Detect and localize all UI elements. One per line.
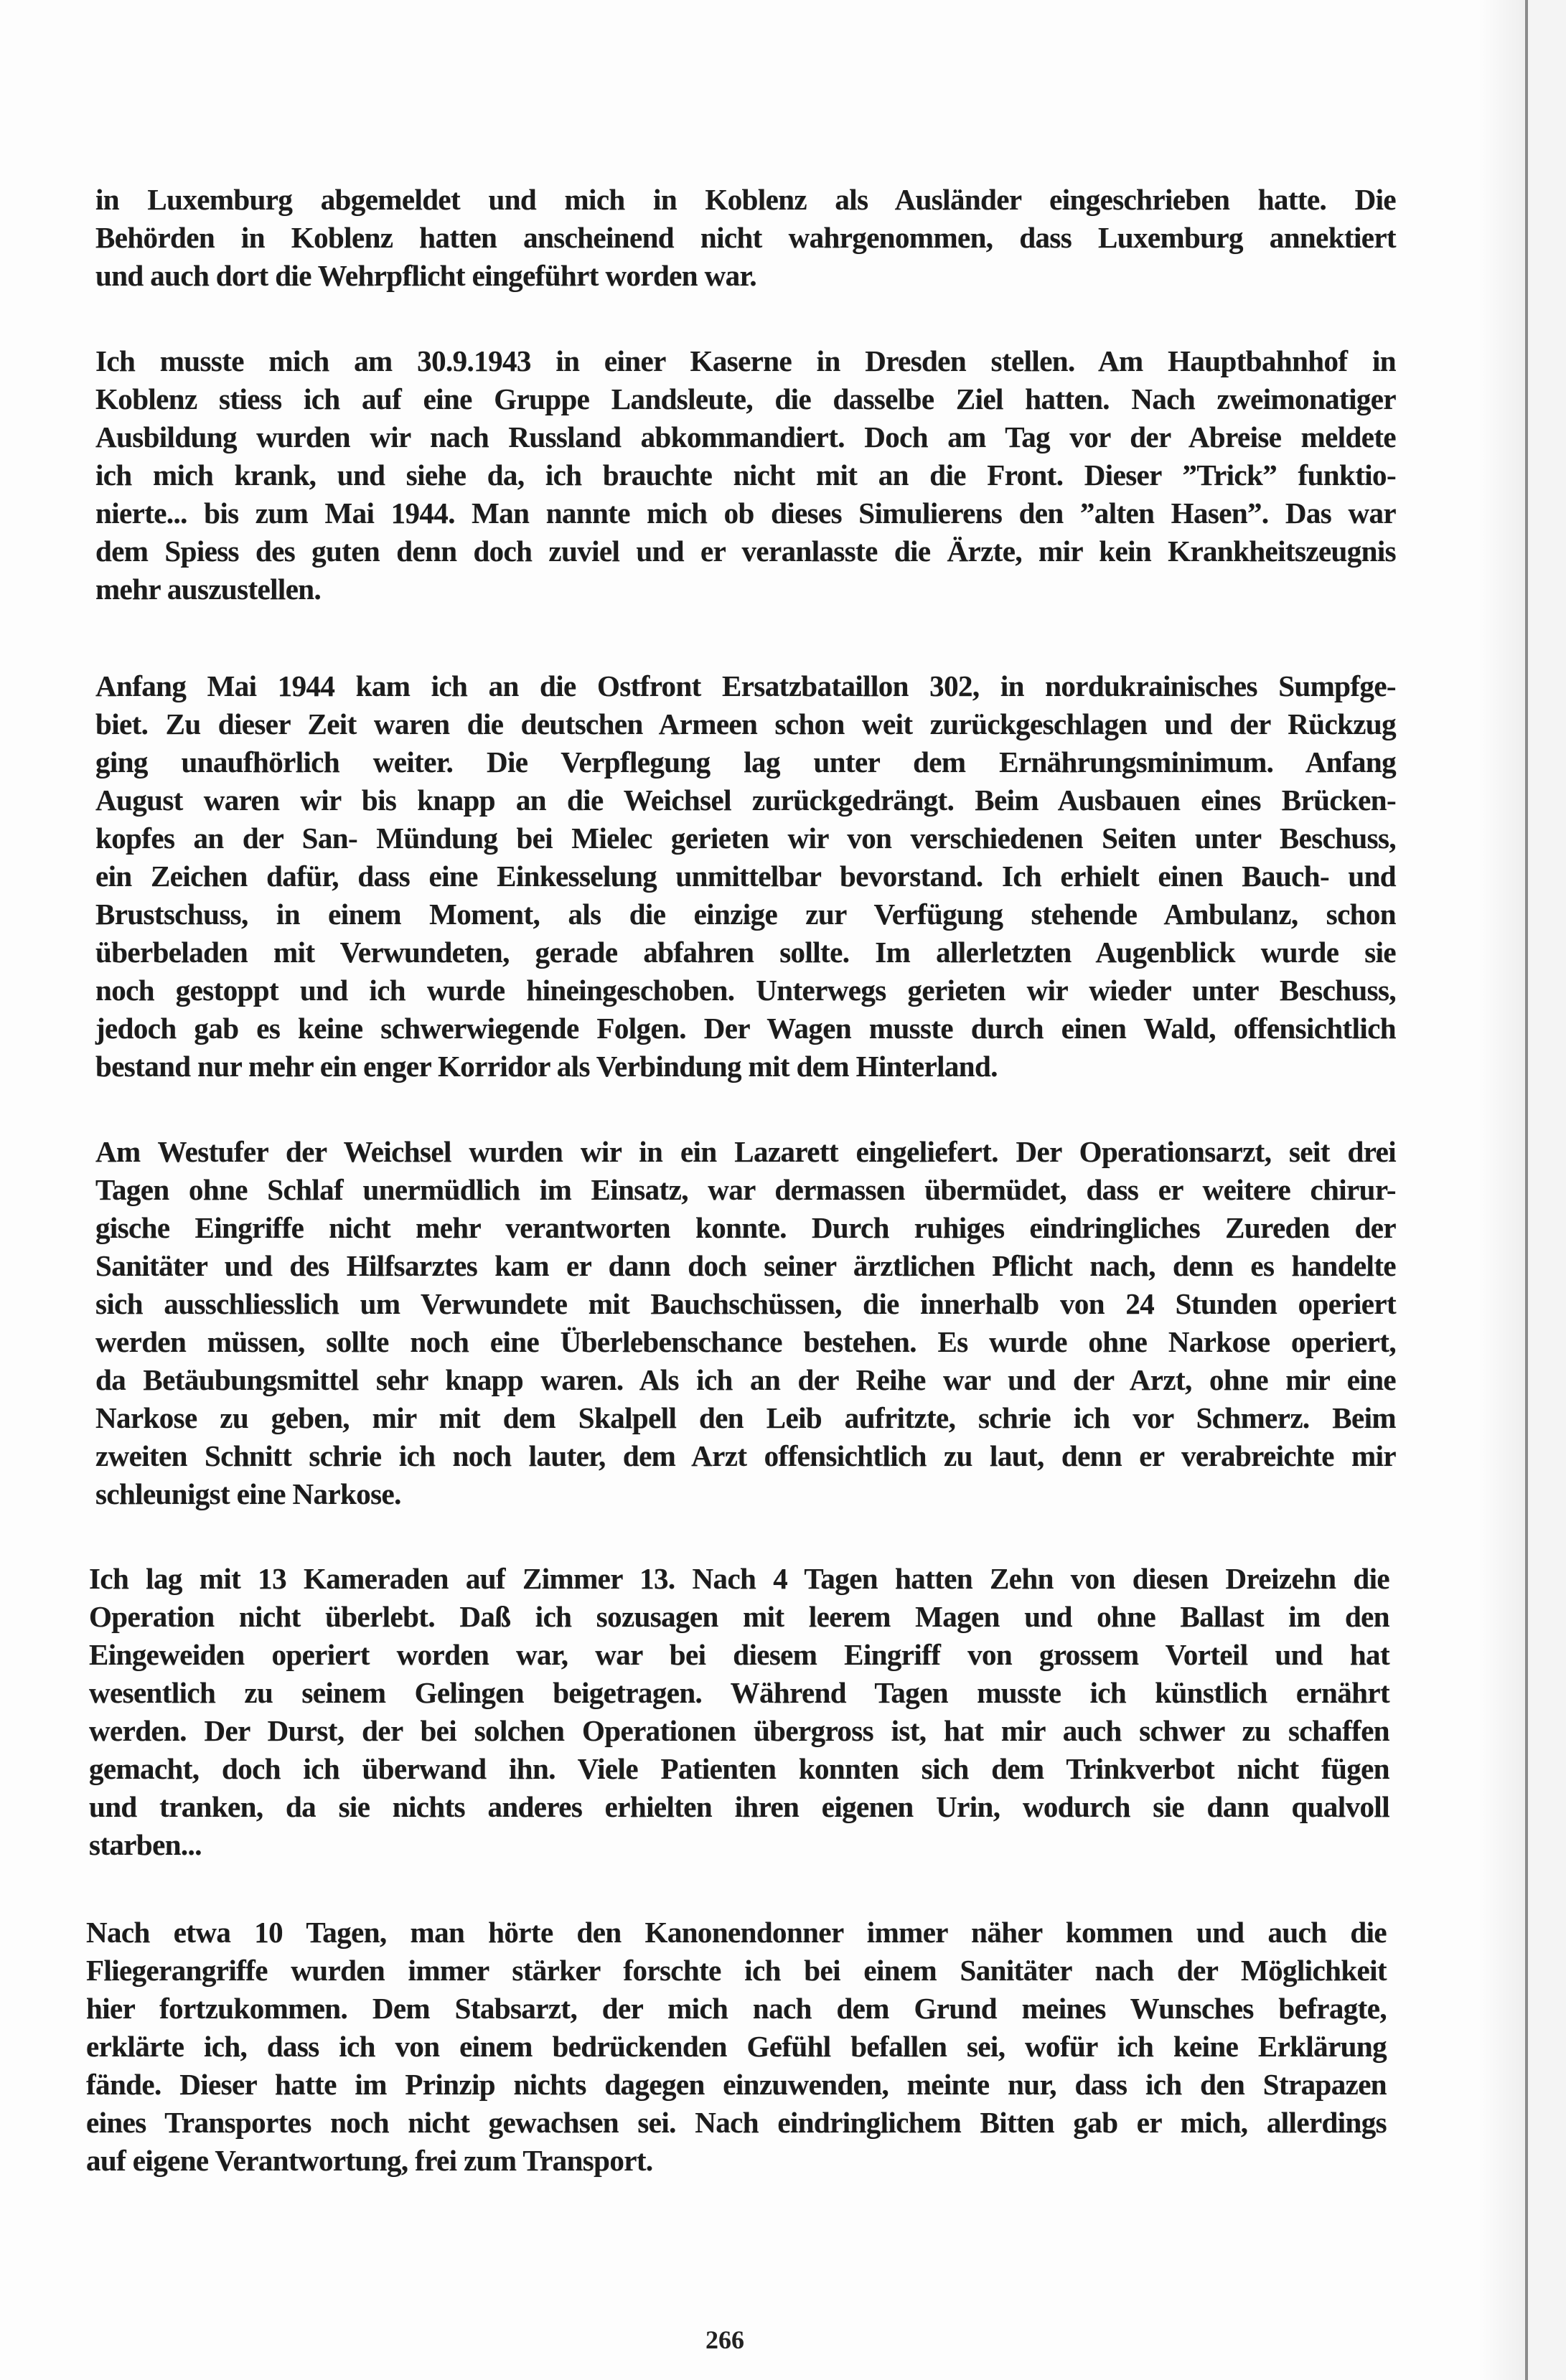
text-line: eines Transportes noch nicht gewachsen sei. Nach eindringlichem Bitten gab er mich, allerdings: [86, 2106, 1387, 2139]
text-line: bestand nur mehr ein enger Korridor als Verbindung mit dem Hinterland.: [95, 1050, 998, 1083]
text-line: gemacht, doch ich überwand ihn. Viele Patienten konnten sich dem Trinkverbot nicht fügen: [89, 1752, 1389, 1785]
text-line: Brustschuss, in einem Moment, als die einzige zur Verfügung stehende Ambulanz, schon: [95, 898, 1396, 931]
text-line: Eingeweiden operiert worden war, war bei diesem Eingriff von grossem Vorteil und hat: [89, 1638, 1389, 1671]
text-line: gische Eingriffe nicht mehr verantworten konnte. Durch ruhiges eindringliches Zureden der: [95, 1211, 1396, 1244]
page-gutter-shadow: [1478, 0, 1526, 2380]
text-line: werden müssen, sollte noch eine Überlebenschance bestehen. Es wurde ohne Narkose operiert,: [95, 1325, 1396, 1358]
text-line: Nach etwa 10 Tagen, man hörte den Kanonendonner immer näher kommen und auch die: [86, 1916, 1387, 1949]
text-line: jedoch gab es keine schwerwiegende Folgen. Der Wagen musste durch einen Wald, offensichtlich: [95, 1012, 1396, 1045]
text-line: Fliegerangriffe wurden immer stärker forschte ich bei einem Sanitäter nach der Möglichkeit: [86, 1954, 1387, 1987]
text-line: überbeladen mit Verwundeten, gerade abfahren sollte. Im allerletzten Augenblick wurde sie: [95, 936, 1396, 969]
page-number: 266: [705, 2325, 744, 2354]
text-line: wesentlich zu seinem Gelingen beigetragen. Während Tagen musste ich künstlich ernährt: [89, 1676, 1389, 1709]
text-line: mehr auszustellen.: [95, 573, 322, 606]
text-line: August waren wir bis knapp an die Weichsel zurückgedrängt. Beim Ausbauen eines Brücken-: [95, 784, 1396, 817]
text-line: kopfes an der San- Mündung bei Mielec gerieten wir von verschiedenen Seiten unter Beschuss,: [95, 822, 1396, 855]
text-line: zweiten Schnitt schrie ich noch lauter, dem Arzt offensichtlich zu laut, denn er verabreichte mir: [95, 1439, 1396, 1472]
text-line: ein Zeichen dafür, dass eine Einkesselung unmittelbar bevorstand. Ich erhielt einen Bauch- und: [95, 860, 1396, 893]
text-line: und tranken, da sie nichts anderes erhielten ihren eigenen Urin, wodurch sie dann qualvoll: [89, 1790, 1389, 1823]
text-line: fände. Dieser hatte im Prinzip nichts dagegen einzuwenden, meinte nur, dass ich den Strapazen: [86, 2068, 1387, 2101]
text-line: auf eigene Verantwortung, frei zum Transport.: [86, 2144, 653, 2177]
text-line: und auch dort die Wehrpflicht eingeführt worden war.: [95, 259, 756, 292]
text-line: ging unaufhörlich weiter. Die Verpflegung lag unter dem Ernährungsminimum. Anfang: [95, 745, 1396, 779]
paragraph-1: [95, 181, 1396, 295]
text-line: Ich musste mich am 30.9.1943 in einer Kaserne in Dresden stellen. Am Hauptbahnhof in: [95, 344, 1396, 377]
paragraph-2: [95, 342, 1396, 608]
text-line: Ich lag mit 13 Kameraden auf Zimmer 13. Nach 4 Tagen hatten Zehn von diesen Dreizehn die: [89, 1562, 1389, 1595]
text-line: Am Westufer der Weichsel wurden wir in ein Lazarett eingeliefert. Der Operationsarzt, seit drei: [95, 1135, 1396, 1168]
text-line: in Luxemburg abgemeldet und mich in Koblenz als Ausländer eingeschrieben hatte. Die: [95, 183, 1396, 216]
text-line: werden. Der Durst, der bei solchen Operationen übergross ist, hat mir auch schwer zu schaffen: [89, 1714, 1389, 1747]
text-line: biet. Zu dieser Zeit waren die deutschen Armeen schon weit zurückgeschlagen und der Rückzug: [95, 707, 1396, 740]
text-line: da Betäubungsmittel sehr knapp waren. Als ich an der Reihe war und der Arzt, ohne mir eine: [95, 1363, 1396, 1396]
paragraph-4: [95, 1133, 1396, 1513]
text-line: hier fortzukommen. Dem Stabsarzt, der mich nach dem Grund meines Wunsches befragte,: [86, 1992, 1387, 2025]
text-line: Tagen ohne Schlaf unermüdlich im Einsatz, war dermassen übermüdet, dass er weitere chirur-: [95, 1173, 1396, 1206]
text-line: Operation nicht überlebt. Daß ich sozusagen mit leerem Magen und ohne Ballast im den: [89, 1600, 1389, 1633]
text-line: schleunigst eine Narkose.: [95, 1477, 401, 1510]
paragraph-6: [86, 1914, 1387, 2180]
text-line: Ausbildung wurden wir nach Russland abkommandiert. Doch am Tag vor der Abreise meldete: [95, 420, 1396, 453]
text-line: Sanitäter und des Hilfsarztes kam er dann doch seiner ärztlichen Pflicht nach, denn es handelte: [95, 1249, 1396, 1282]
text-line: Koblenz stiess ich auf eine Gruppe Landsleute, die dasselbe Ziel hatten. Nach zweimonatiger: [95, 382, 1396, 415]
paragraph-3: [95, 667, 1396, 1086]
paragraph-5: [89, 1560, 1389, 1864]
text-line: ich mich krank, und siehe da, ich brauchte nicht mit an die Front. Dieser ”Trick” funktio-: [95, 458, 1396, 491]
text-line: nierte... bis zum Mai 1944. Man nannte mich ob dieses Simulierens den ”alten Hasen”. Das war: [95, 497, 1396, 530]
text-line: dem Spiess des guten denn doch zuviel und er veranlasste die Ärzte, mir kein Krankheitszeugnis: [95, 535, 1396, 568]
text-line: starben...: [89, 1828, 202, 1861]
text-line: sich ausschliesslich um Verwundete mit Bauchschüssen, die innerhalb von 24 Stunden operiert: [95, 1287, 1396, 1320]
text-line: noch gestoppt und ich wurde hineingeschoben. Unterwegs gerieten wir wieder unter Beschuss,: [95, 974, 1396, 1007]
text-line: Narkose zu geben, mir mit dem Skalpell den Leib aufritzte, schrie ich vor Schmerz. Beim: [95, 1401, 1396, 1434]
adjacent-page-margin: [1528, 0, 1566, 2380]
text-line: erklärte ich, dass ich von einem bedrückenden Gefühl befallen sei, wofür ich keine Erklärung: [86, 2030, 1387, 2063]
text-line: Behörden in Koblenz hatten anscheinend nicht wahrgenommen, dass Luxemburg annektiert: [95, 221, 1396, 254]
text-line: Anfang Mai 1944 kam ich an die Ostfront Ersatzbataillon 302, in nordukrainisches Sumpfge-: [95, 669, 1396, 702]
